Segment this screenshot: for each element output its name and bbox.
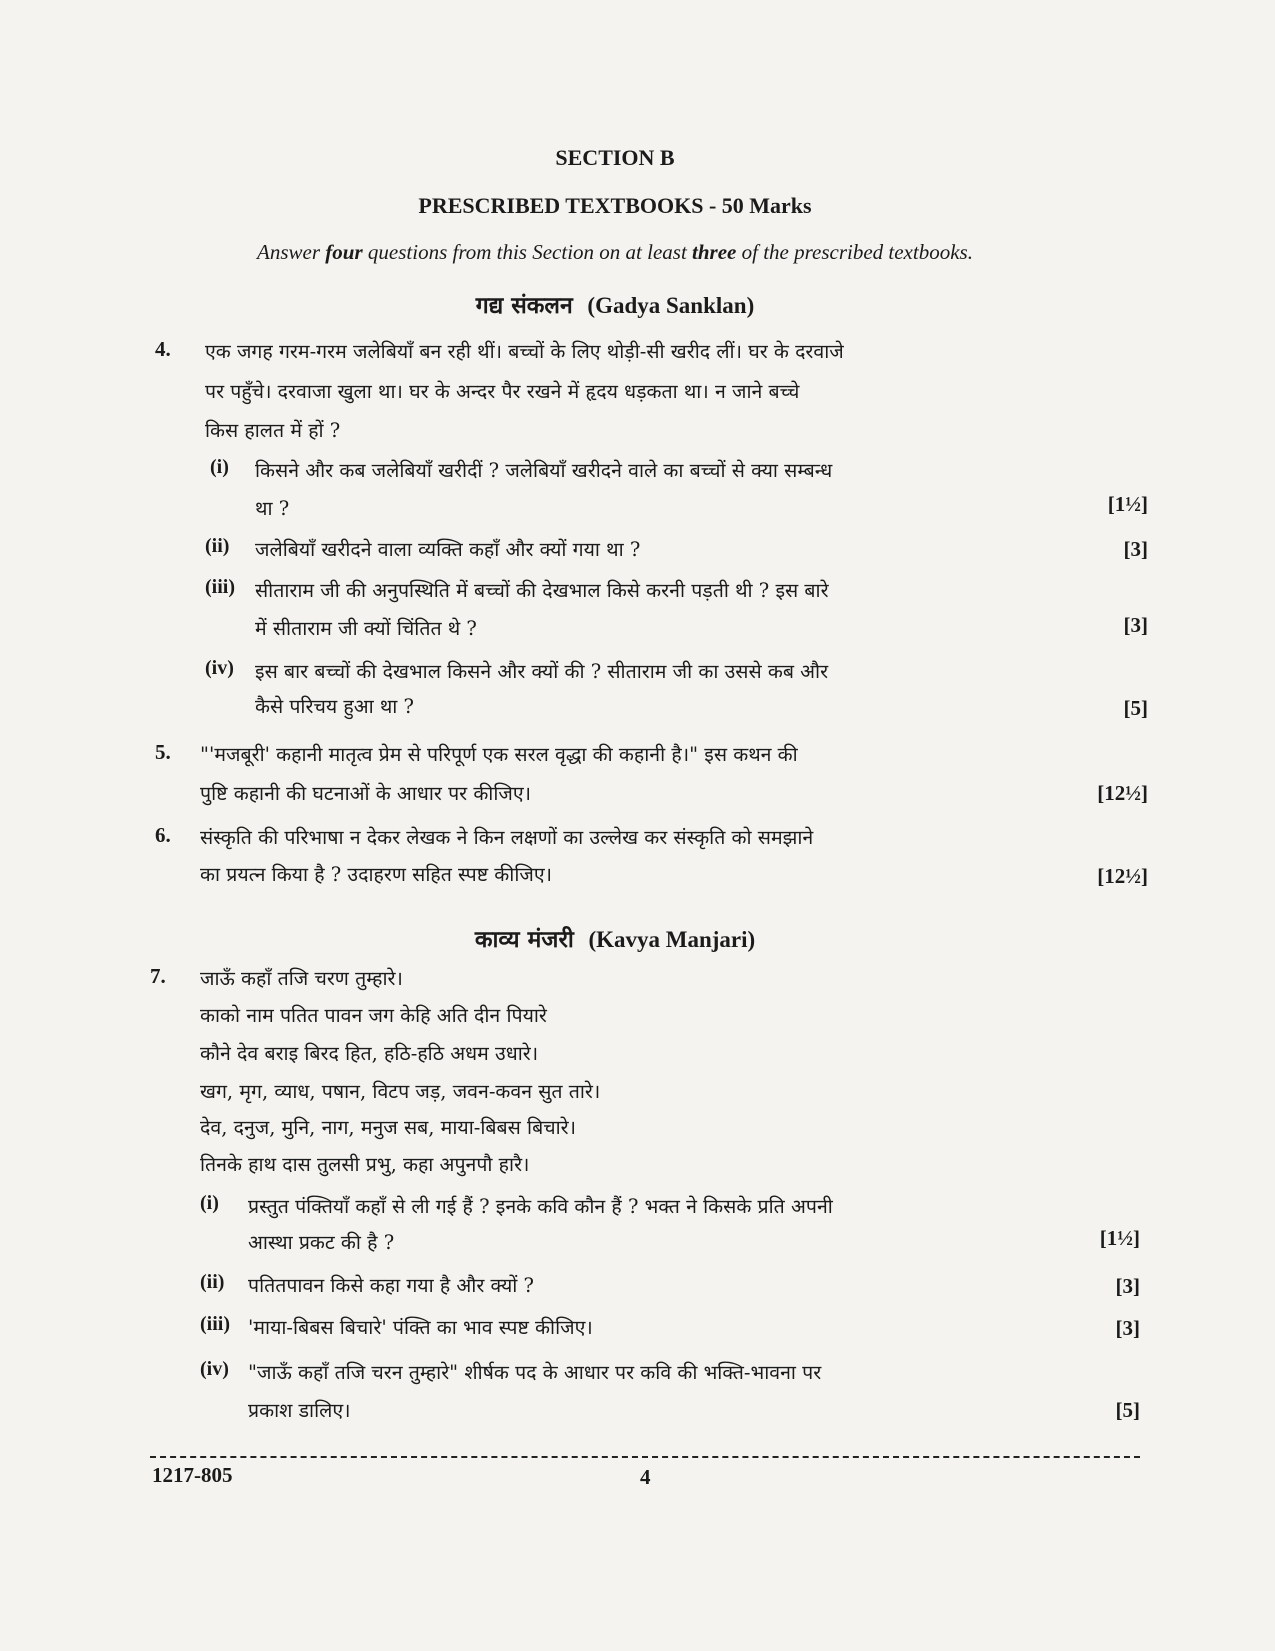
question-text-line: पर पहुँचे। दरवाजा खुला था। घर के अन्दर पैर रखने में हृदय धड़कता था। न जाने बच्चे	[205, 380, 800, 403]
question-text-line: किस हालत में हों ?	[205, 419, 341, 442]
marks: [12½]	[1097, 781, 1148, 805]
subquestion-text-line: "जाऊँ कहाँ तजि चरन तुम्हारे" शीर्षक पद के आधार पर कवि की भक्ति-भावना पर	[248, 1361, 822, 1384]
subquestion-text-line: आस्था प्रकट की है ?	[248, 1231, 395, 1254]
marks: [3]	[1115, 1274, 1140, 1298]
subquestion-text-line: किसने और कब जलेबियाँ खरीदीं ? जलेबियाँ खरीदने वाले का बच्चों से क्या सम्बन्ध	[255, 459, 833, 482]
question-number: 4.	[155, 337, 171, 361]
marks: [3]	[1123, 537, 1148, 561]
poem-line: देव, दनुज, मुनि, नाग, मनुज सब, माया-बिबस बिचारे।	[200, 1116, 577, 1139]
subquestion-text-line: सीताराम जी की अनुपस्थिति में बच्चों की देखभाल किसे करनी पड़ती थी ? इस बारे	[255, 579, 829, 602]
question-text-line: का प्रयत्न किया है ? उदाहरण सहित स्पष्ट कीजिए।	[200, 863, 553, 886]
subquestion-number: (i)	[200, 1192, 219, 1214]
instruction: Answer four questions from this Section on at least three of the prescribed textbooks.	[257, 240, 973, 264]
marks: [3]	[1123, 613, 1148, 637]
subquestion-text-line: प्रस्तुत पंक्तियाँ कहाँ से ली गई हैं ? इनके कवि कौन हैं ? भक्त ने किसके प्रति अपनी	[248, 1195, 833, 1218]
section-subtitle: PRESCRIBED TEXTBOOKS - 50 Marks	[418, 193, 812, 218]
subquestion-number: (iv)	[200, 1358, 229, 1380]
subquestion-text-line: प्रकाश डालिए।	[248, 1399, 351, 1422]
marks: [5]	[1115, 1398, 1140, 1422]
page-number: 4	[640, 1465, 651, 1489]
subquestion-number: (iii)	[200, 1313, 230, 1335]
subquestion-text-line: में सीताराम जी क्यों चिंतित थे ?	[255, 617, 477, 640]
marks: [12½]	[1097, 864, 1148, 888]
subquestion-number: (ii)	[200, 1271, 225, 1293]
subquestion-text-line: जलेबियाँ खरीदने वाला व्यक्ति कहाँ और क्यों गया था ?	[255, 538, 641, 561]
question-text-line: "'मजबूरी' कहानी मातृत्व प्रेम से परिपूर्ण एक सरल वृद्धा की कहानी है।" इस कथन की	[200, 743, 798, 766]
question-text-line: एक जगह गरम-गरम जलेबियाँ बन रही थीं। बच्चों के लिए थोड़ी-सी खरीद लीं। घर के दरवाजे	[205, 340, 844, 363]
question-number: 6.	[155, 823, 171, 847]
question-text-line: पुष्टि कहानी की घटनाओं के आधार पर कीजिए।	[200, 782, 532, 805]
subquestion-text-line: कैसे परिचय हुआ था ?	[255, 695, 414, 718]
marks: [5]	[1123, 696, 1148, 720]
subquestion-number: (i)	[210, 456, 229, 478]
heading-gadya-sanklan: गद्य संकलन (Gadya Sanklan)	[475, 292, 755, 319]
paper-code: 1217-805	[152, 1463, 233, 1487]
question-number: 7.	[150, 964, 166, 988]
footer-divider	[150, 1456, 1140, 1458]
subquestion-number: (iii)	[205, 576, 235, 598]
poem-line: तिनके हाथ दास तुलसी प्रभु, कहा अपुनपौ हारै।	[200, 1153, 530, 1176]
poem-line: खग, मृग, व्याध, पषान, विटप जड़, जवन-कवन सुत तारे।	[200, 1080, 601, 1103]
poem-line: काको नाम पतित पावन जग केहि अति दीन पियारे	[200, 1004, 547, 1027]
question-number: 5.	[155, 740, 171, 764]
marks: [3]	[1115, 1316, 1140, 1340]
poem-line: जाऊँ कहाँ तजि चरण तुम्हारे।	[200, 967, 403, 990]
subquestion-text-line: पतितपावन किसे कहा गया है और क्यों ?	[248, 1274, 534, 1297]
subquestion-number: (ii)	[205, 535, 230, 557]
subquestion-text-line: था ?	[255, 497, 290, 520]
heading-kavya-manjari: काव्य मंजरी (Kavya Manjari)	[474, 926, 756, 953]
poem-line: कौने देव बराइ बिरद हित, हठि-हठि अधम उधारे।	[200, 1042, 539, 1065]
marks: [1½]	[1107, 492, 1148, 516]
marks: [1½]	[1099, 1226, 1140, 1250]
section-title: SECTION B	[555, 145, 675, 170]
subquestion-number: (iv)	[205, 657, 234, 679]
subquestion-text-line: इस बार बच्चों की देखभाल किसने और क्यों की ? सीताराम जी का उससे कब और	[255, 660, 829, 683]
subquestion-text-line: 'माया-बिबस बिचारे' पंक्ति का भाव स्पष्ट कीजिए।	[248, 1316, 593, 1339]
question-text-line: संस्कृति की परिभाषा न देकर लेखक ने किन लक्षणों का उल्लेख कर संस्कृति को समझाने	[200, 826, 814, 849]
